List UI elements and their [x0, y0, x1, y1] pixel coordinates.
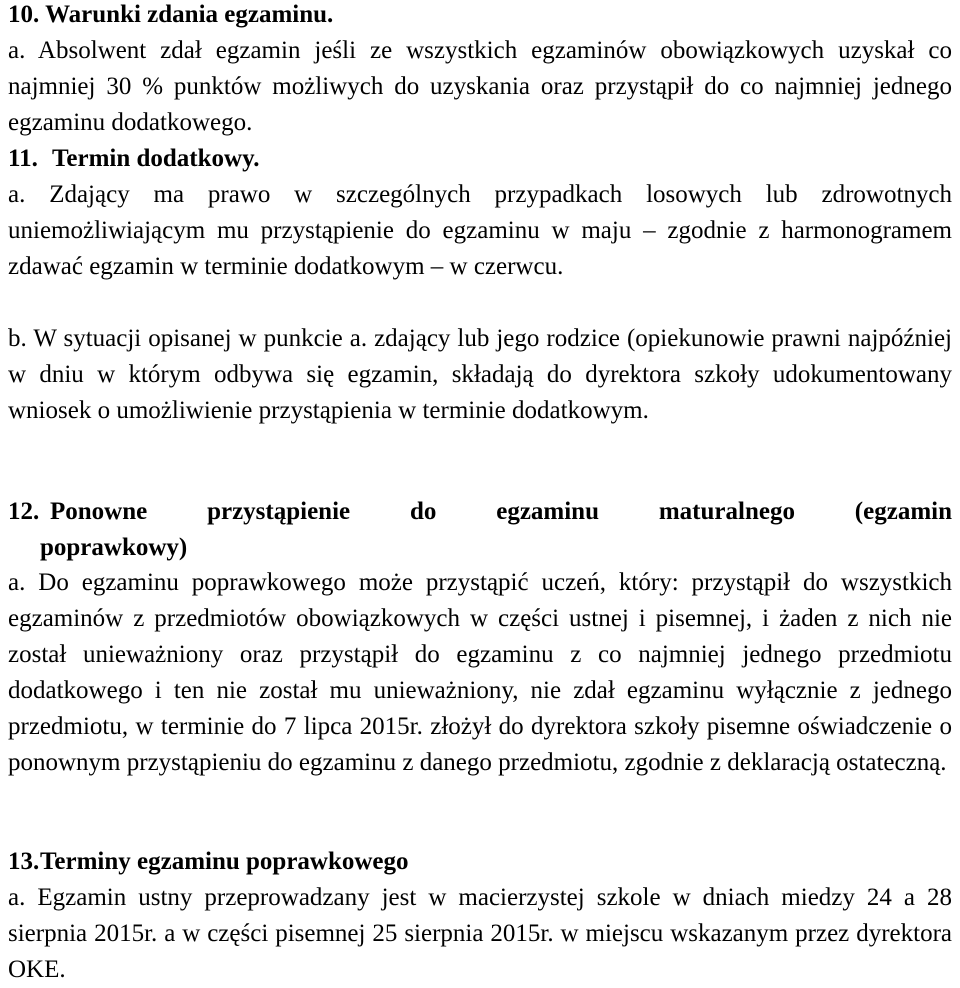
section-10-title: Warunki zdania egzaminu.: [45, 1, 334, 28]
section-13-a-label: a.: [8, 884, 26, 911]
section-12-title-word-4: egzaminu: [496, 498, 599, 525]
section-10-heading: [8, 0, 952, 33]
section-11-a-text: Zdający ma prawo w szczególnych przypadkach losowych lub zdrowotnych uniemożliwiającym mu przystąpienie do egzaminu w maju – zgodnie z harmonogramem zdawać egzamin w terminie dodatkowym – w czerwcu.: [8, 181, 953, 280]
section-11-heading: [8, 141, 952, 177]
section-12-title-word-2: przystąpienie: [207, 498, 351, 525]
section-10-a-text: Absolwent zdał egzamin jeśli ze wszystkich egzaminów obowiązkowych uzyskał co najmniej 30 % punktów możliwych do uzyskania oraz przystąpił do co najmniej jednego egzaminu dodatkowego.: [8, 37, 952, 136]
section-12-title-word-3: do: [409, 498, 437, 525]
section-11-item-a: [8, 177, 952, 285]
section-12-title-line1: [50, 494, 952, 530]
section-12-number: 12.: [8, 498, 40, 525]
section-12-title-word-1: Ponowne: [50, 498, 148, 525]
section-12-title-line2: poprawkowy): [40, 534, 188, 561]
section-13-number: 13.: [8, 848, 40, 875]
section-11-a-label: a.: [8, 181, 26, 208]
section-12-title-word-6: (egzamin: [854, 498, 952, 525]
section-12-a-text: Do egzaminu poprawkowego może przystąpić uczeń, który: przystąpił do wszystkich egzaminów z przedmiotów obowiązkowych w części ustnej i pisemnej, i żaden z nich nie został unieważniony oraz przystąpił do egzaminu z co najmniej jednego przedmiotu dodatkowego i ten nie został mu unieważniony, nie zdał egzaminu wyłącznie z jednego przedmiotu, w terminie do 7 lipca 2015r. złożył do dyrektora szkoły pisemne oświadczenie o ponownym przystąpieniu do egzaminu z danego przedmiotu, zgodnie z deklaracją ostateczną.: [8, 569, 953, 776]
section-13-a-text: Egzamin ustny przeprowadzany jest w macierzystej szkole w dniach miedzy 24 a 28 sierpnia 2015r. a w części pisemnej 25 sierpnia 2015r. w miejscu wskazanym przez dyrektora OKE.: [8, 884, 953, 983]
section-13-item-a: [8, 880, 952, 988]
section-12-title-word-5: maturalnego: [658, 498, 795, 525]
section-12-a-label: a.: [8, 569, 26, 596]
section-12-item-a: [8, 565, 952, 781]
section-11-number: 11.: [8, 145, 38, 172]
section-10-item-a: [8, 33, 952, 141]
section-11-title: Termin dodatkowy.: [52, 145, 260, 172]
section-10-number: 10.: [8, 1, 40, 28]
section-11-item-b: [8, 321, 952, 429]
section-10-a-label: a.: [8, 37, 26, 64]
section-13-title: Terminy egzaminu poprawkowego: [40, 848, 409, 875]
section-13-heading: [8, 844, 952, 880]
section-11-b-label: b.: [8, 325, 27, 352]
section-11-b-text: W sytuacji opisanej w punkcie a. zdający lub jego rodzice (opiekunowie prawni najpóźniej w dniu w którym odbywa się egzamin, składają do dyrektora szkoły udokumentowany wniosek o umożliwienie przystąpienia w terminie dodatkowym.: [8, 325, 952, 424]
